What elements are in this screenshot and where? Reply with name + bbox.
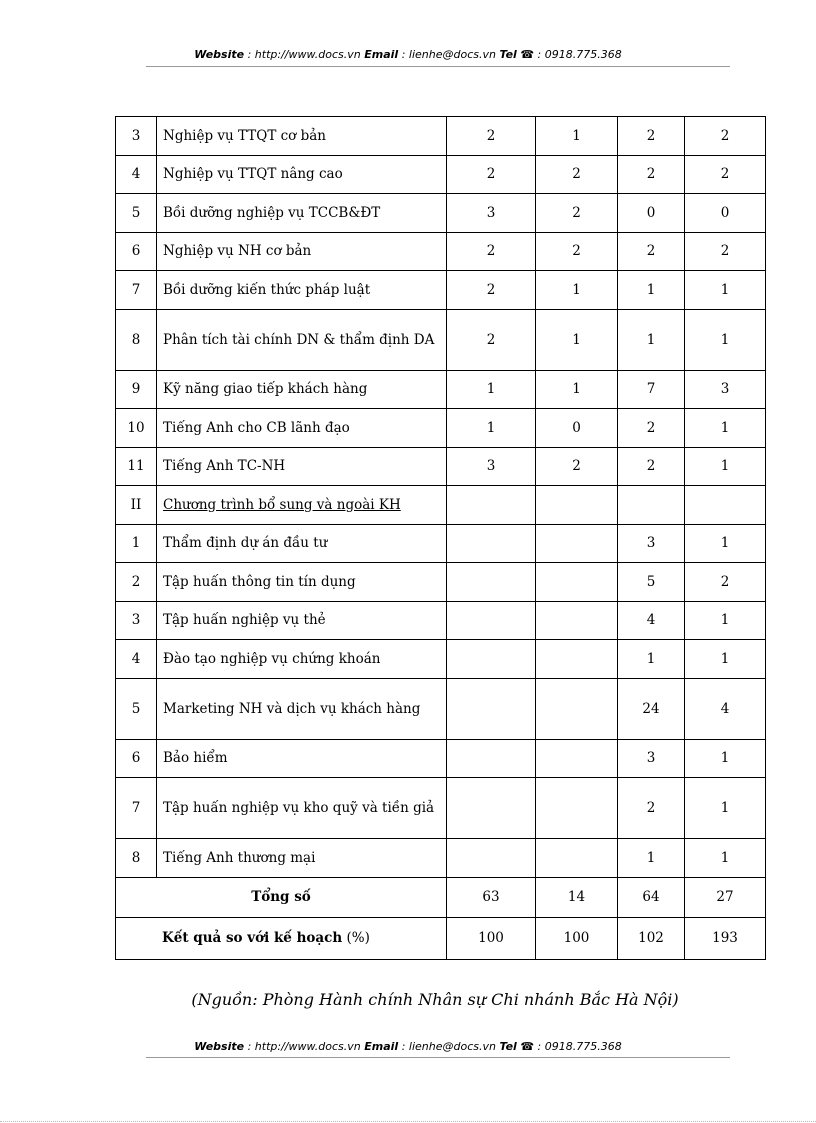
result-value: 100 bbox=[536, 917, 618, 959]
value-cell: 2 bbox=[618, 409, 685, 448]
value-cell: 2 bbox=[685, 563, 766, 602]
course-name: Tập huấn nghiệp vụ kho quỹ và tiền giả bbox=[157, 778, 447, 839]
row-number: 8 bbox=[116, 839, 157, 878]
row-number: 4 bbox=[116, 640, 157, 679]
table-row bbox=[116, 447, 766, 486]
email-label: Email bbox=[364, 1040, 399, 1053]
result-label-cell bbox=[116, 917, 447, 959]
value-cell bbox=[447, 524, 536, 563]
course-name: Kỹ năng giao tiếp khách hàng bbox=[157, 370, 447, 409]
row-number: 1 bbox=[116, 524, 157, 563]
table-row bbox=[116, 678, 766, 739]
course-name: Nghiệp vụ TTQT cơ bản bbox=[157, 117, 447, 156]
value-cell: 1 bbox=[685, 739, 766, 778]
value-cell bbox=[536, 601, 618, 640]
course-name: Đào tạo nghiệp vụ chứng khoán bbox=[157, 640, 447, 679]
tel-label: Tel bbox=[499, 1040, 517, 1053]
course-name: Tiếng Anh cho CB lãnh đạo bbox=[157, 409, 447, 448]
value-cell: 3 bbox=[618, 739, 685, 778]
table-row bbox=[116, 194, 766, 233]
value-cell: 1 bbox=[447, 409, 536, 448]
value-cell: 2 bbox=[618, 778, 685, 839]
value-cell bbox=[536, 563, 618, 602]
total-value: 64 bbox=[618, 877, 685, 917]
table-row bbox=[116, 117, 766, 156]
course-name: Thẩm định dự án đầu tư bbox=[157, 524, 447, 563]
total-value: 14 bbox=[536, 877, 618, 917]
value-cell bbox=[536, 678, 618, 739]
value-cell: 3 bbox=[447, 194, 536, 233]
total-label: Tổng số bbox=[116, 877, 447, 917]
website-label: Website bbox=[194, 48, 245, 61]
row-number: 6 bbox=[116, 232, 157, 271]
value-cell: 1 bbox=[685, 271, 766, 310]
value-cell: 1 bbox=[685, 409, 766, 448]
value-cell: 5 bbox=[618, 563, 685, 602]
value-cell: 1 bbox=[618, 271, 685, 310]
source-note: (Nguồn: Phòng Hành chính Nhân sự Chi nhánh Bắc Hà Nội) bbox=[191, 990, 679, 1009]
value-cell: 1 bbox=[536, 309, 618, 370]
course-name: Tập huấn thông tin tín dụng bbox=[157, 563, 447, 602]
result-suffix: (%) bbox=[342, 930, 370, 946]
page-footer bbox=[0, 1040, 816, 1053]
value-cell: 1 bbox=[685, 839, 766, 878]
value-cell: 24 bbox=[618, 678, 685, 739]
table-row bbox=[116, 486, 766, 525]
value-cell: 3 bbox=[618, 524, 685, 563]
result-value: 100 bbox=[447, 917, 536, 959]
value-cell: 2 bbox=[536, 447, 618, 486]
value-cell: 2 bbox=[618, 117, 685, 156]
row-number: II bbox=[116, 486, 157, 525]
value-cell: 1 bbox=[536, 370, 618, 409]
value-cell bbox=[536, 640, 618, 679]
row-number: 3 bbox=[116, 601, 157, 640]
tel-label: Tel bbox=[499, 48, 517, 61]
course-name: Nghiệp vụ TTQT nâng cao bbox=[157, 155, 447, 194]
total-value: 63 bbox=[447, 877, 536, 917]
course-name: Bồi dưỡng kiến thức pháp luật bbox=[157, 271, 447, 310]
value-cell: 1 bbox=[685, 309, 766, 370]
value-cell: 2 bbox=[685, 155, 766, 194]
website-label: Website bbox=[194, 1040, 245, 1053]
table-row bbox=[116, 839, 766, 878]
value-cell: 2 bbox=[685, 117, 766, 156]
table-row bbox=[116, 563, 766, 602]
website-value: : http://www.docs.vn bbox=[244, 1040, 365, 1053]
value-cell bbox=[447, 839, 536, 878]
value-cell bbox=[536, 486, 618, 525]
value-cell: 3 bbox=[685, 370, 766, 409]
value-cell bbox=[447, 678, 536, 739]
value-cell: 2 bbox=[447, 309, 536, 370]
value-cell bbox=[447, 739, 536, 778]
value-cell: 4 bbox=[685, 678, 766, 739]
value-cell: 1 bbox=[536, 117, 618, 156]
value-cell: 2 bbox=[618, 232, 685, 271]
row-number: 10 bbox=[116, 409, 157, 448]
value-cell bbox=[685, 486, 766, 525]
value-cell: 2 bbox=[447, 232, 536, 271]
table-row bbox=[116, 370, 766, 409]
value-cell bbox=[618, 486, 685, 525]
email-value: : lienhe@docs.vn bbox=[398, 1040, 500, 1053]
value-cell: 4 bbox=[618, 601, 685, 640]
result-value: 193 bbox=[685, 917, 766, 959]
value-cell: 1 bbox=[447, 370, 536, 409]
value-cell bbox=[447, 563, 536, 602]
course-name: Nghiệp vụ NH cơ bản bbox=[157, 232, 447, 271]
value-cell: 1 bbox=[685, 640, 766, 679]
value-cell: 0 bbox=[536, 409, 618, 448]
value-cell bbox=[536, 524, 618, 563]
course-name: Tập huấn nghiệp vụ thẻ bbox=[157, 601, 447, 640]
table-row bbox=[116, 778, 766, 839]
value-cell: 1 bbox=[536, 271, 618, 310]
phone-icon: ☎ bbox=[520, 48, 535, 61]
row-number: 8 bbox=[116, 309, 157, 370]
value-cell bbox=[536, 839, 618, 878]
table-row bbox=[116, 640, 766, 679]
value-cell: 0 bbox=[618, 194, 685, 233]
value-cell bbox=[447, 601, 536, 640]
value-cell: 2 bbox=[447, 117, 536, 156]
result-row bbox=[116, 917, 766, 959]
row-number: 11 bbox=[116, 447, 157, 486]
table-row bbox=[116, 232, 766, 271]
value-cell bbox=[447, 486, 536, 525]
table-row bbox=[116, 155, 766, 194]
row-number: 2 bbox=[116, 563, 157, 602]
row-number: 3 bbox=[116, 117, 157, 156]
value-cell: 2 bbox=[447, 155, 536, 194]
course-name: Marketing NH và dịch vụ khách hàng bbox=[157, 678, 447, 739]
value-cell: 1 bbox=[618, 640, 685, 679]
course-name: Phân tích tài chính DN & thẩm định DA bbox=[157, 309, 447, 370]
value-cell: 1 bbox=[685, 447, 766, 486]
value-cell: 2 bbox=[618, 447, 685, 486]
row-number: 6 bbox=[116, 739, 157, 778]
value-cell: 2 bbox=[618, 155, 685, 194]
page-header bbox=[0, 48, 816, 61]
training-table bbox=[115, 116, 766, 960]
course-name: Tiếng Anh thương mại bbox=[157, 839, 447, 878]
row-number: 9 bbox=[116, 370, 157, 409]
row-number: 7 bbox=[116, 778, 157, 839]
value-cell: 1 bbox=[685, 524, 766, 563]
value-cell bbox=[447, 640, 536, 679]
email-value: : lienhe@docs.vn bbox=[398, 48, 500, 61]
result-value: 102 bbox=[618, 917, 685, 959]
value-cell: 2 bbox=[536, 232, 618, 271]
value-cell bbox=[536, 778, 618, 839]
website-value: : http://www.docs.vn bbox=[244, 48, 365, 61]
email-label: Email bbox=[364, 48, 399, 61]
row-number: 5 bbox=[116, 678, 157, 739]
course-name: Bồi dưỡng nghiệp vụ TCCB&ĐT bbox=[157, 194, 447, 233]
value-cell: 2 bbox=[536, 194, 618, 233]
row-number: 5 bbox=[116, 194, 157, 233]
footer-rule bbox=[146, 1057, 730, 1058]
value-cell bbox=[536, 739, 618, 778]
row-number: 7 bbox=[116, 271, 157, 310]
page-edge bbox=[0, 1121, 816, 1122]
value-cell: 1 bbox=[685, 778, 766, 839]
table-row bbox=[116, 739, 766, 778]
section-title-text: Chương trình bổ sung và ngoài KH bbox=[163, 496, 401, 513]
value-cell: 0 bbox=[685, 194, 766, 233]
tel-value: : 0918.775.368 bbox=[534, 48, 622, 61]
value-cell: 3 bbox=[447, 447, 536, 486]
result-label: Kết quả so với kế hoạch bbox=[162, 930, 343, 946]
table-row bbox=[116, 601, 766, 640]
value-cell: 2 bbox=[447, 271, 536, 310]
value-cell: 1 bbox=[618, 309, 685, 370]
total-row bbox=[116, 877, 766, 917]
table-row bbox=[116, 309, 766, 370]
phone-icon: ☎ bbox=[520, 1040, 535, 1053]
table-row bbox=[116, 524, 766, 563]
tel-value: : 0918.775.368 bbox=[534, 1040, 622, 1053]
total-value: 27 bbox=[685, 877, 766, 917]
value-cell: 7 bbox=[618, 370, 685, 409]
value-cell: 1 bbox=[685, 601, 766, 640]
value-cell: 2 bbox=[536, 155, 618, 194]
table-row bbox=[116, 271, 766, 310]
table-row bbox=[116, 409, 766, 448]
value-cell: 1 bbox=[618, 839, 685, 878]
value-cell: 2 bbox=[685, 232, 766, 271]
row-number: 4 bbox=[116, 155, 157, 194]
course-name: Bảo hiểm bbox=[157, 739, 447, 778]
header-rule bbox=[146, 66, 730, 67]
value-cell bbox=[447, 778, 536, 839]
section-title bbox=[157, 486, 447, 525]
course-name: Tiếng Anh TC-NH bbox=[157, 447, 447, 486]
